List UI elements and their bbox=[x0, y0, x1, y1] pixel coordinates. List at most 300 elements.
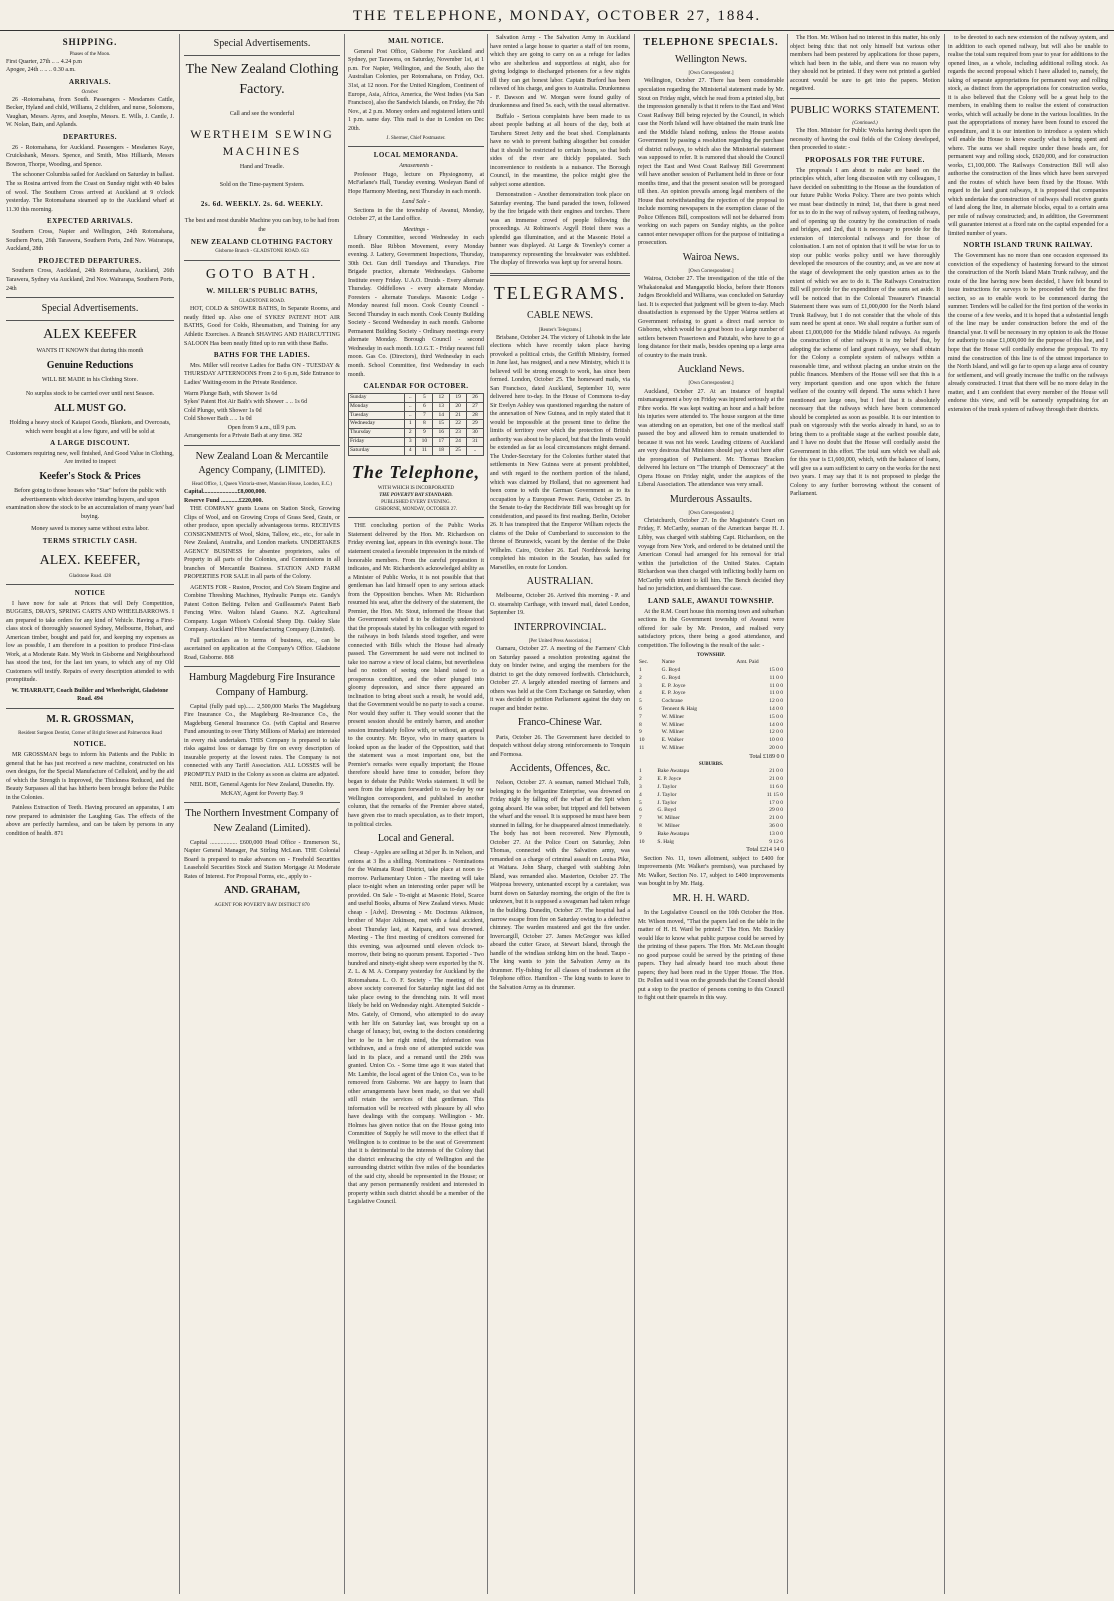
sale-row bbox=[638, 792, 784, 800]
sale-cell: 1 bbox=[639, 667, 642, 674]
wertheim-title: WERTHEIM SEWING MACHINES bbox=[190, 127, 334, 159]
sale-cell: S. Haig bbox=[657, 838, 674, 845]
auckland-heading: Auckland News. bbox=[677, 364, 745, 376]
baths-address: GLADSTONE ROAD. bbox=[238, 299, 286, 305]
sale-row bbox=[638, 745, 784, 753]
calendar-date: 27 bbox=[467, 402, 484, 411]
township-label: TOWNSHIP. bbox=[696, 653, 726, 659]
murderous-heading: Murderous Assaults. bbox=[669, 493, 753, 505]
grossman-text: MR GROSSMAN begs to inform his Patients and the Public in general that he has just received a new machine, constructed on his own designs, for the Special Manufacture of Celluloid, and by the aid of which the Strength is Improved, the Thickness Reduced, and the Beauty Surpasses all that has hitherto been brought before the Public in the Colonies. bbox=[6, 752, 174, 801]
sale-row bbox=[638, 722, 784, 730]
grossman-address: Resident Surgeon Dentist, Corner of Bright Street and Palmerston Road bbox=[18, 730, 162, 736]
calendar-date: 12 bbox=[433, 393, 450, 402]
divider bbox=[6, 320, 174, 321]
sale-row bbox=[638, 807, 784, 815]
keefer-line: Holding a heavy stock of Kaiapoi Goods, Blankets, and Overcoats, which were bought at a low figure, and will be sold at bbox=[9, 420, 171, 435]
sale-cell: J. Taylor bbox=[657, 791, 677, 798]
paper-published: PUBLISHED EVERY EVENING. bbox=[381, 500, 451, 506]
northern-title: The Northern Investment Company of New Zealand (Limited). bbox=[185, 808, 339, 834]
column-2 bbox=[184, 34, 340, 1594]
paper-standard: THE POVERTY BAY STANDARD. bbox=[379, 493, 453, 499]
keefer-address: Gladstone Road. 428 bbox=[68, 573, 112, 579]
cable-text: Brisbane, October 24. The victory of Lihotsk in the late elections which have recently taken place having provoked a political crisis, the Griffith Ministry, formed in June last, has resigned, and a new Ministry, which it is believed will be strong enough to work, has since been formed. London, October 25. The homeward mails, via San Francisco, dated Auckland, September 10, were delivered here to-day. In the House of Commons to-day Sir Evelyn Ashley was questioned regarding the nature of the annexation of New Guinea, and in reply stated that it would be impossible at the present time to define the limits of territory over which the protection of British authority was about to be placed, but that the limits would be extended as far as local circumstances might demand. The Under-Secretary for the Colonies further stated that settlements in New Guinea were at present prohibited, and with regard to the northern portion of the island, which was claimed by Holland, that no agreement had been come to with the German Government as to its occupation by a European Power. Paris, October 25. In the Senate to-day the Recidiviste Bill was brought up for consideration, and passed its first reading. Berlin, October 26. It has transpired that the Emperor William rejects the claims of the Duke of Cumberland to succession to the throne of Brunswick, vacant by the demise of the Duke Wilhelm. Cairo, October 26. Earl Northbrook having completed his mission in the Soudan, has sailed for Marseilles, en route for London. bbox=[490, 334, 630, 571]
sale-cell: 21 0 0 bbox=[769, 776, 783, 783]
calendar-day: Friday bbox=[349, 437, 405, 446]
township-table bbox=[638, 659, 784, 753]
sale-cell: W. Milner bbox=[657, 815, 680, 822]
accidents-text: Nelson, October 27. A seaman, named Michael Tulb, belonging to the brigantine Enterprise, was drowned on Friday night by falling off the wharf at the Spit when going aboard. He was sober, but tripped and fell between the wharf and the vessel. It is supposed he must have been stunned in falling, for he disappeared almost immediately. The body has not been recovered. New Plymouth, October 27. At the Police Court on Saturday, John Thomas, connected with the Salvation army, was remanded on a charge of criminal assault on Louisa Pike, at Waitara. John Sharp, charged with stabbing John Bland, was remanded also. Masterton, October 27. The Waipoua brewery, untenanted except by a caretaker, was burnt down on Saturday morning, the origin of the fire is unknown, but it is supposed a swagsman had taken refuge in the building. Dunedin, October 27. The hospital had a narrow escape from fire on Saturday owing to a defective chimney. The warden mustered and got the fire under. Invercargill, October 27. James McGregor was killed aboard the cutter Grace, at Stewart Island, through the handle of the windlass striking him on the head. Taupo - The king wants to join the Salvation Army as its drummer. Fly-fishing for all classes of tradesmen at the Telephone office. Hamilton - The king wants to leave to the Salvation Army as its drummer. bbox=[490, 780, 630, 991]
nit-text: The Government has no more than one occasion expressed its conviction of the expediency of hastening forward to the utmost the construction of the North Island Main Trunk railway, and the route of the line having now been decided, I have felt bound to issue instructions for surveys to be proceeded with for the first section, so as to enable work to be commenced during the summer. Tenders will be called for the first portion of the works in the course of a few weeks, and it is hoped that a substantial length of the line may be under construction before the end of the financial year. It will be necessary in my opinion to ask the House for authority to raise £1,000,000 for the purpose of this line, and I hope that the House will cordially endorse the proposal. To my mind the construction of this line is of the utmost importance to the North Island, and will go far to open up a large area of country for settlement, and will greatly increase the traffic on the railways already constructed. I trust that there will be no more delay in the matter, and I am confident that every member of the House will endorse this view, and will be earnestly sympathising for an extension of the trunk system of railway through their districts. bbox=[948, 253, 1108, 413]
column-rule bbox=[634, 34, 635, 1594]
land-sale-intro: At the R.M. Court house this morning town and suburban sections in the Government township of Awanui were offered for sale by Mr. Preston, and realised very satisfactory prices, there being a good attendance, and competition. The following is the result of the sale: - bbox=[638, 608, 784, 649]
baths-arrangements: Arrangements for a Private Bath at any time. 382 bbox=[184, 433, 303, 440]
sale-cell: 5 bbox=[639, 799, 642, 806]
sale-row bbox=[638, 675, 784, 683]
land-sale-text: Sections in the the township of Awanui, Monday, October 27, at the Land office. bbox=[348, 207, 484, 223]
sale-row bbox=[638, 690, 784, 698]
pws-intro: The Hon. Minister for Public Works having dwelt upon the necessity of having the coal fields of the Colony developed, then proceeded to state: - bbox=[790, 128, 940, 152]
calendar-date: 31 bbox=[467, 437, 484, 446]
projected-text: Southern Cross, Auckland, 24th Rotomahana, Auckland, 26th Tarawera, Sydney via Auckland, 2nd Nov. Wairarapa, Southern Ports, 24th bbox=[6, 268, 174, 292]
baths-heading: GOTO BATH. bbox=[205, 266, 319, 282]
calendar-date: .. bbox=[467, 446, 484, 455]
divider bbox=[6, 297, 174, 298]
calendar-date: 6 bbox=[416, 402, 433, 411]
wertheim-sub: Hand and Treadle. bbox=[239, 163, 285, 170]
amusements-text: Professor Hugo, lecture on Physiognomy, at McFarlane's Hall, Tuesday evening. Wesleyan Band of Hope Harmony Meeting, next Thursday in each month. bbox=[348, 171, 484, 195]
local-general-text: Cheap - Apples are selling at 3d per lb. in Nelson, and onions at 3 lbs a shilling. Nominations - Nominations for the Waimata Road District, take place at noon to-morrow. Parliamentary Union - The meeting will take place to-night when an interesting order paper will be provided. On Sale - To-night at Masonic Hotel, Scarce and useful Books, albums of New Zealand views. Music cheap - [Advt]. Drowning - Mr. Docimus Atkinson, brother of Major Atkinson, met with a fatal accident, about Thursday last, at Kaipara, and was drowned. Meeting - The first meeting of creditors convened for this evening, was adjourned until eleven o'clock to-morrow, their being no quorum present. Exported - Two hundred and ninety-eight sheep were exported by the N. Z. L. & M. A. Company yesterday for Auckland by the Rotomahana. L. O. F. Society - The meeting of the above society convened for Saturday night last did not take place owing to the drenching rain. It will most likely be held on Wednesday night. Attempted Suicide - Mrs. Gately, of Ormond, who attempted to do away with her life on Saturday last, was brought up on a charge of lunacy; but, owing to the doctors considering her to be in her right mind, the information was withdrawn, and a fresh one of attempted suicide was laid in its place, and a remand until the 29th was granted. Union Co. - Some time ago it was stated that Mr. Lambie, the local agent of the Union Co., was to be removed from Gisborne. We are happy to learn that other arrangements have been made, so that we shall still retain the services of that gentleman. This information will be received with pleasure by all who have dealings with the company. Wellington - Mr. Holmes has given notice that on the House going into Committee of Supply he will move to the effect that if Wellington is to continue to be the seat of Government that it is detrimental to the interests of the Colony that the district embracing the city of Wellington and the surrounding district within five miles of the boundaries of the said city, should be represented in the House; or that any person permanently resident and interested in property within such district should be a member of the Legislative Council. bbox=[348, 850, 484, 1206]
sale-row bbox=[638, 698, 784, 706]
interprovincial-heading: INTERPROVINCIAL. bbox=[513, 621, 607, 633]
calendar-day: Tuesday bbox=[349, 411, 405, 420]
calendar-day: Thursday bbox=[349, 429, 405, 438]
sale-cell: 21 0 0 bbox=[769, 768, 783, 775]
calendar-day: Monday bbox=[349, 402, 405, 411]
baths-text: HOT, COLD & SHOWER BATHS, In Separate Rooms, and neatly fitted up. Also one of SYKES' PATENT HOT AIR BATHS, Good for Colds, Rheumatism, and Training for any Athletic Exercises. A Branch SHAVING AND HAIRCUTTING SALOON Has been neatly fitted up to run with these Baths. bbox=[184, 306, 340, 347]
divider bbox=[348, 517, 484, 518]
sale-cell: 10 bbox=[639, 737, 645, 744]
sale-cell: 2 bbox=[639, 674, 642, 681]
sale-cell: E. P. Joyce bbox=[657, 776, 682, 783]
sale-cell: 9 bbox=[639, 729, 642, 736]
murderous-text: Christchurch, October 27. In the Magistrate's Court on Friday, F. McCarthy, seaman of the American barque H. J. Libby, was charged with stabbing Capt. Richardson, on the voyage from New York, and ordered to be detained until the American Consul had arranged for his removal for trial within the jurisdiction of the United States. Captain Richardson was then charged with inflicting bodily harm on McCarthy with intent to kill him. The Bench decided they had no jurisdiction, and dismissed the case. bbox=[638, 517, 784, 593]
editorial-text: THE concluding portion of the Public Works Statement delivered by the Hon. Mr. Richardson on Friday evening last, appears in this evening's issue. The statement created a favorable impression in the minds of honorable members. From the careful preparation it indicates, and Mr. Richardson's acknowledged ability as a Minister of Public Works, it is not possible that that gentleman has laid himself open to any serious attack from the Opposition benches. When Mr. Richardson resumed his seat, after the delivery of the statement, the Premier, the Hon. Mr. Stout, informed the House that the Government wished it to be distinctly understood that the proposals stated by his colleague with regard to the railways in both Islands stood together, and were connected with Bills which the House had already passed. The Government he said were not inclined to take too narrow a view of local claims, but nevertheless had no notion of seeing one Island raised to a prosperous condition, and the other plunged into gloomy depression, and since there appeared an inclination to bring about such a result, he would add, that the Government would be no party to such a course. Nor would they suffer it. They would sooner that the present session should be entirely barren, and another session immediately follow with, or without, an appeal to the country. Mr. Bryce, who in many quarters is looked upon as the leader of the Opposition, said that the statement was a most important one, but the Premier's remarks were equally important; the House therefore should have time to consider, before they began to debate the Public Works statement. It will be seen from the telegram forwarded to us to-day by our Wellington correspondent, and published in another column, that the remarks of the Premier above stated, have given rise to much speculation, as to their import, in political circles. bbox=[348, 523, 484, 828]
grossman-painless: Painless Extraction of Teeth. Having procured an apparatus, I am now prepared to administer the Laughing Gas. The effects of the above are perfectly harmless, and can be taken by persons in any condition of health. 871 bbox=[6, 805, 174, 837]
wairoa-heading: Wairoa News. bbox=[682, 251, 740, 263]
interprovincial-text: Oamaru, October 27. A meeting of the Farmers' Club on Saturday passed a resolution protesting against the duty on binder twine, and urging the members for the district to get the duty removed forthwith. Christchurch, October 27. A largely attended meeting of farmers and others was held at the Corn Exchange on Saturday, when it was decided to petition Parliament against the duty on reaper and binder twine. bbox=[490, 646, 630, 712]
keefer-line: Genuine Reductions bbox=[46, 359, 134, 371]
sale-cell: J. Taylor bbox=[657, 799, 677, 806]
wilson-text: The Hon. Mr. Wilson had no interest in this matter, his only object being this: that not only himself but various other members had been pestered by applications for those papers, which had been in the table, and there was no reason why they should not be printed. If they were not printed a garbled account would be sure to get into the papers. Motion negatived. bbox=[790, 35, 940, 93]
calendar-date: 30 bbox=[467, 429, 484, 438]
sale-cell: 4 bbox=[639, 791, 642, 798]
calendar-date: 24 bbox=[450, 437, 467, 446]
calendar-date: 22 bbox=[450, 420, 467, 429]
calendar-date: 8 bbox=[416, 420, 433, 429]
australian-text: Melbourne, October 26. Arrived this morning - P. and O. steamship Carthage, with inward mail, dated London, September 19. bbox=[490, 593, 630, 617]
calendar-date: 3 bbox=[405, 437, 416, 446]
franco-heading: Franco-Chinese War. bbox=[518, 717, 602, 729]
sale-cell: 7 bbox=[639, 815, 642, 822]
sale-cell: W. Milner bbox=[661, 713, 685, 720]
calendar-date: 28 bbox=[467, 411, 484, 420]
arrivals-heading: ARRIVALS. bbox=[69, 77, 111, 86]
calendar-date: 26 bbox=[467, 393, 484, 402]
keefer-line: WILL BE MADE in his Clothing Store. bbox=[42, 376, 138, 383]
column-1 bbox=[6, 34, 174, 1594]
pws-continuation: to be devoted to each new extension of the railway system, and in addition to each opened railway, but will also be unable to realise the total sum required from year to year for additions to the opened lines, as a whole, including additional rolling stock. As regards the second proposal which I have alluded to, namely, the taking of separate appropriations for permanent way and rolling stock, as distinct from the appropriations for construction works, it is also believed that the Colony will be a great help to the members, in enabling them to realise the extent of construction works, which will actually be done in the various localities. In the past the appropriations of money have been found to exceed the expenditure, and it is our intention to introduce a system which will enable the House to know exactly what is being spent and where. The sums we shall require under these heads are, for permanent way and rolling stock, £620,000, and for construction works, £1,100,000. The Railways Construction Bill will also authorise the construction of the lines which have been surveyed and the routes of which have been fixed by the House. With regard to the land grant railways, it is proposed that companies which undertake the construction of railways shall receive grants of land along the line, in alternate blocks, equal to a certain area per mile of railway constructed; and, in addition, the Government will guarantee interest at a fixed rate on the capital expended for a limited number of years. bbox=[948, 35, 1108, 237]
moon-line: First Quarter, 27th .. .. 4.24 p.m bbox=[6, 58, 82, 65]
sale-note: Section No. 11, town allotment, subject to £400 for improvements (Mr. Walker's premises), was purchased by Mr. Walker, Section No. 17, subject to £400 improvements was bought in by Mr. Haig. bbox=[638, 855, 784, 888]
salvation-text: Salvation Army - The Salvation Army in Auckland have rented a large house to quarter a staff of ten rooms, which they are going to carry on as a refuge for ladies who are shelterless and supportless at night, also for giving lodgings to discharged prisoners for a few nights till they can get honest labor. Captain Burford has been relieved of his charge, and goes to Australia. Drunkenness - F. Dawson and W. Morgan were found guilty of drunkenness and fined 5s. each, with the usual alternative. bbox=[490, 35, 630, 110]
bath-price: Sykes' Patent Hot Air Bath's with Shower .. .. 1s 6d bbox=[184, 399, 308, 406]
divider bbox=[6, 708, 174, 709]
sale-cell: Bake Awatapu bbox=[657, 830, 690, 837]
suburb-total: Total £214 14 0 bbox=[746, 847, 784, 854]
calendar-date: 1 bbox=[405, 420, 416, 429]
sale-cell: 1 bbox=[639, 768, 642, 775]
sale-cell: 14 0 0 bbox=[769, 721, 783, 728]
calendar-date: 16 bbox=[433, 429, 450, 438]
keefer-line: Customers requiring new, well finished, And Good Value in Clothing, Are invited to inspect bbox=[6, 450, 174, 466]
column-rule bbox=[344, 34, 345, 1594]
calendar-row bbox=[349, 402, 484, 411]
mail-sign: J. Shermer, Chief Postmaster. bbox=[386, 136, 446, 142]
specials-heading: TELEPHONE SPECIALS. bbox=[643, 37, 779, 48]
amusements-label: Amusements - bbox=[399, 163, 433, 170]
sale-cell: W. Milner bbox=[661, 744, 685, 751]
wairoa-text: Wairoa, October 27. The investigation of the title of the Whakaionakai and Mangapoiki blocks, before their Honors Judges Brookfield and Williams, was concluded on Saturday last. It is expected that judgment will be given to-day. Much dissatisfaction is expressed by the Upper Wairoa settlers at Government refusing to grant a direct mail service to Gisborne, which would be a great boon to a large number of settlers between Frasertown and Patutahi, who have to go a long distance for their mails, besides opening up a large area of country to the main trunk. bbox=[638, 276, 784, 359]
sale-cell: 14 0 0 bbox=[769, 706, 783, 712]
calendar-date: 9 bbox=[416, 429, 433, 438]
sale-row bbox=[638, 784, 784, 792]
sale-cell: 10 bbox=[639, 838, 645, 845]
special-ads-heading: Special Advertisements. bbox=[41, 303, 139, 315]
suburbs-label: SUBURBS. bbox=[698, 762, 724, 768]
demonstration-text: Demonstration - Another demonstration took place on Saturday evening. The band paraded the town, followed by the fire brigade with their engines and torches. There was an immense crowd of people following the proceedings. At Robinson's Argyll Hotel there was a splendid gas illumination, and at the Masonic Hotel a banner was displayed. At Large & Townley's corner a transparency representing the breakwater was exhibited. The display of fireworks was kept up for several hours. bbox=[490, 192, 630, 267]
interprovincial-sub: [Per United Press Association.] bbox=[528, 639, 592, 645]
sale-cell: Cochrane bbox=[661, 698, 683, 705]
sale-cell: G. Boyd bbox=[657, 807, 677, 814]
calendar-date: 14 bbox=[433, 411, 450, 420]
sale-row bbox=[638, 714, 784, 722]
cable-heading: CABLE NEWS. bbox=[526, 310, 594, 322]
own-correspondent: [Own Correspondent.] bbox=[688, 510, 734, 516]
keefer-line: Keefer's Stock & Prices bbox=[39, 471, 141, 482]
mail-heading: MAIL NOTICE. bbox=[388, 37, 444, 45]
sale-row bbox=[638, 768, 784, 776]
column-6 bbox=[790, 34, 940, 1594]
clothing-factory-title: The New Zealand Clothing Factory. bbox=[185, 62, 339, 98]
sale-row bbox=[638, 667, 784, 675]
divider bbox=[184, 55, 340, 56]
meetings-text: Library Committee, second Wednesday in each month. Blue Ribbon Movement, every Monday evening. J. Lattery, Government Inspections, Thursday, 30th Oct. Gun drill Tuesdays and Thursdays. Fire Brigade practice, alternate Wednesdays. Gisborne Institute every Friday. U.A.O. Druids - Every alternate Thursday. Oddfellows - every alternate Monday. Foresters - alternate Tuesdays. Masonic Lodge - Monday nearest full moon. Cook County Council - Second Thursday in each month. Cook County Building Society - Second Wednesday in each month. Gisborne Permanent Building Society - Ordinary meetings every alternate Monday. Borough Council - second Wednesday in each month. I.O.G.T. - Friday nearest full moon. Gas Co. (Directors), third Wednesday in each month. School Committee, first Wednesday in each month. bbox=[348, 235, 484, 378]
sale-cell: 11 0 0 bbox=[769, 674, 783, 681]
graham-name: AND. GRAHAM, bbox=[224, 885, 300, 897]
calendar-date: 17 bbox=[433, 437, 450, 446]
notice-text: I have now for sale at Prices that will Defy Competition, BUGGIES, DRAYS, SPRING CARTS AND WHEELBARROWS. I am prepared to take orders for any kind of Vehicle. Having a First-class stock of thoroughly seasoned Sydney, Melbourne, Hobart, and American timber, bought and paid for, and keeping my expenses as low as possible, I am therefore in a position to produce First-class Work, at a Moderate Rate. My Work in Gisborne and Neighbourhood has stood the test, for the last ten years, to which any of my Old Customers will testify. Repairs of every description attended to with promptitude. bbox=[6, 600, 174, 684]
tharratt-sign: W. THARRATT, Coach Builder and Wheelwright, Gladstone Road. 494 bbox=[11, 687, 169, 703]
calendar-date: 13 bbox=[433, 402, 450, 411]
sale-row bbox=[638, 815, 784, 823]
calendar-table bbox=[348, 393, 484, 456]
calendar-day: Saturday bbox=[349, 446, 405, 455]
mail-text: General Post Office, Gisborne For Auckland and Sydney, per Tarawera, on Saturday, November 1st, at 1 p.m. For Napier, Wellington, and the South, also the Australian Colonies, per Rotomahana, on Friday, Oct. 31st, at 12 noon. For the United Kingdom, Continent of Europe, Asia, Africa, America, the West Indies (via San Francisco), also the Sandwich Islands, on Friday, the 7th Nov., at 2 p.m. Money orders and registered letters until 1 p.m. same day. This mail is due in London on Dec 20th. bbox=[348, 48, 484, 132]
sale-cell: G. Boyd bbox=[661, 674, 681, 681]
sale-cell: Tennent & Haig bbox=[661, 706, 698, 712]
column-4 bbox=[490, 34, 630, 1594]
shipping-heading: SHIPPING. bbox=[62, 37, 118, 47]
keefer-line: Before going to those houses who "Star" before the public with advertisements which deceive intending buyers, and upon examination show the stock to be an accumulation of many years' bad buying. bbox=[6, 488, 174, 520]
calendar-date: 4 bbox=[405, 446, 416, 455]
wellington-heading: Wellington News. bbox=[675, 54, 747, 66]
calendar-date: .. bbox=[405, 411, 416, 420]
calendar-date: 21 bbox=[450, 411, 467, 420]
calendar-date: 29 bbox=[467, 420, 484, 429]
calendar-row bbox=[349, 420, 484, 429]
sale-cell: 3 bbox=[639, 682, 642, 689]
calendar-row bbox=[349, 446, 484, 455]
factory-branch: Gisborne Branch - GLADSTONE ROAD. 653 bbox=[215, 249, 309, 255]
township-total: Total £189 0 0 bbox=[749, 753, 784, 760]
sale-cell: 8 bbox=[639, 721, 642, 728]
calendar-date: 2 bbox=[405, 429, 416, 438]
sale-row bbox=[638, 839, 784, 847]
loan-text: THE COMPANY grants Loans on Station Stock, Growing Clips of Wool, and on Growing Crops of Grass Seed, Grain, or other produce, upon specially advantageous terms. RECEIVES CONSIGNMENTS of Wool, Skins, Tallow, etc., etc., for sale in New Zealand, Australia, and London markets. UNDERTAKES AGENCY BUSINESS for absentee proprietors, sales of Property in all parts of the Colonies, and Commissions in all branches of Mercantile Business. STATION AND FARM PROPERTIES FOR SALE in all parts of the Colony. bbox=[184, 506, 340, 581]
calendar-day: Wednesday bbox=[349, 420, 405, 429]
land-sale-label: Land Sale - bbox=[402, 199, 430, 206]
keefer-name: ALEX KEEFER bbox=[43, 327, 137, 343]
baths-name: W. MILLER'S PUBLIC BATHS, bbox=[206, 287, 318, 296]
franco-text: Paris, October 26. The Government have decided to despatch without delay strong reinforcements to Tonquin and Formosa. bbox=[490, 734, 630, 758]
own-correspondent: [Own Correspondent.] bbox=[688, 381, 734, 387]
suburbs-table bbox=[638, 768, 784, 846]
departures-heading: DEPARTURES. bbox=[63, 132, 117, 141]
paper-incorporated: WITH WHICH IS INCORPORATED bbox=[377, 486, 455, 492]
column-rule bbox=[787, 34, 788, 1594]
own-correspondent: [Own Correspondent.] bbox=[688, 71, 734, 77]
sale-row bbox=[638, 737, 784, 745]
sale-cell: 11 15 0 bbox=[766, 791, 783, 798]
ward-text: In the Legislative Council on the 10th October the Hon. Mr. Wilson moved, "That the papers laid on the table in the matter of H. H. Ward be printed." The Hon. Mr. Buckley would like to know what public purpose could be served by the printing of these papers. The Hon. Mr. McLean thought no good purpose could be served by the printing of these papers. They had already heard too much about these papers; they had been read in the Upper House. The Hon. Dr. Pollen said it was on the grounds that the Council should put a stop to the practice of persons coming to this Council to fight out their quarrels in this way. bbox=[638, 910, 784, 1002]
loan-reserve: Reserve Fund ............£220,000. bbox=[184, 497, 263, 504]
sale-cell: 10 0 0 bbox=[769, 737, 783, 744]
keefer-line: Money saved is money same without extra labor. bbox=[31, 526, 149, 533]
departures-text: 26 - Rotomahana, for Auckland. Passengers - Mesdames Kaye, Cruickshank, Messrs. Spence, and Smith, Miss Hilliards, Messrs Bowron, Thorpe, Wooding, and Spence. bbox=[6, 144, 174, 168]
sale-cell: 15 0 0 bbox=[769, 667, 783, 674]
calendar-row bbox=[349, 411, 484, 420]
loan-office: Head Office, 1, Queen Victoria-street, Mansion House, London, E.C.) bbox=[192, 481, 332, 487]
baths-open: Open from 9 a.m., till 9 p.m. bbox=[227, 424, 297, 431]
sale-cell: 11 6 0 bbox=[769, 783, 783, 790]
local-memoranda-heading: LOCAL MEMORANDA. bbox=[373, 151, 459, 160]
best-machine: The best and most durable Machine you can buy, to be had from the bbox=[184, 218, 340, 233]
calendar-date: .. bbox=[405, 393, 416, 402]
auckland-text: Auckland, October 27. At an instance of hospital mismanagement a boy on Friday was injured seriously at the Fibre works. He was kept waiting an hour and a half before his injuries were attended to. The house surgeon at the time was attending on an operation, but one of the medical staff passed the boy and allowed him to remain unattended to because it was not his week. Leading citizens of Auckland are very desirous that Ministers should pay a visit here after the prorogation of Parliament. Mr. Thomas Bracken delivered his lecture on "The triumph of Democracy" at the Opera House on Friday night, under the auspices of the Liberal Association. The attendance was very small. bbox=[638, 388, 784, 489]
sale-cell: 6 bbox=[639, 807, 642, 814]
keefer-line: WANTS IT KNOWN that during this month bbox=[36, 348, 144, 355]
sale-cell: 11 0 0 bbox=[769, 682, 783, 689]
loan-capital: Capital.......................£8,000,000. bbox=[184, 489, 267, 496]
clothing-call: Call and see the wonderful bbox=[229, 110, 295, 117]
pws-continued: (Continued.) bbox=[852, 121, 878, 127]
calendar-date: 7 bbox=[416, 411, 433, 420]
expected-heading: EXPECTED ARRIVALS. bbox=[47, 217, 133, 226]
loan-particulars: Full particulars as to terms of business, etc., can be ascertained on application at the Company's Office. Gladstone Road, Gisborne. 868 bbox=[184, 637, 340, 661]
arrivals-month: October. bbox=[81, 89, 99, 95]
sale-cell: W. Milner bbox=[661, 721, 685, 728]
divider bbox=[184, 666, 340, 667]
loan-agents: AGENTS FOR - Ruston, Proctor, and Co's Steam Engine and Combine Threshing Machines, Hydraulic Pumps etc. Gandy's Patent Cotton Belting. Felten and Guilleaume's Patent Barb Fencing Wire. Walton Island Guano. N.Z. Agricultural Company. Logan Wilson's Colonial Sheep Dip. Oakley Slate Company. Auckland Fibre Manufacturing Company (Limited). bbox=[184, 584, 340, 634]
sale-row bbox=[638, 729, 784, 737]
sale-cell: 4 bbox=[639, 690, 642, 697]
sale-cell: 17 0 0 bbox=[769, 799, 783, 806]
moon-heading: Phases of the Moon. bbox=[69, 51, 111, 57]
calendar-day: Sunday bbox=[349, 393, 405, 402]
buffalo-text: Buffalo - Serious complaints have been made to us about people bathing at all hours of the day, both at Taruheru Street Jetty and the boat shed. Complainants have no wish to prevent bathing altogether but consider that it should be restricted to certain hours, so that both sides of the river are thickly populated. Such inconvenience to residents is a nuisance. The Borough Council, in the meantime, the police might give the subject some attention. bbox=[490, 113, 630, 188]
ladies-heading: BATHS FOR THE LADIES. bbox=[213, 351, 311, 360]
expected-text: Southern Cross, Napier and Wellington, 24th Rotomahana, Southern Ports, 26th Tarawera, Southern Ports, 2nd Nov. Wairarapa, Auckland, 28th bbox=[6, 228, 174, 253]
sale-cell: 15 0 0 bbox=[769, 713, 783, 720]
column-rule bbox=[944, 34, 945, 1594]
divider bbox=[184, 802, 340, 803]
calendar-date: 19 bbox=[450, 393, 467, 402]
sale-row bbox=[638, 800, 784, 808]
sale-row bbox=[638, 831, 784, 839]
sale-cell: 11 0 0 bbox=[769, 690, 783, 697]
keefer-line: No surplus stock to be carried over until next Season. bbox=[25, 391, 155, 398]
grossman-notice: NOTICE. bbox=[73, 740, 107, 749]
sale-col-header: Name bbox=[661, 659, 675, 666]
ladies-text: Mrs. Miller will receive Ladies for Baths ON - TUESDAY & THURSDAY AFTERNOONS From 2 to 6 p.m, Side Entrance to Ladies' Waiting-room in the Private Residence. bbox=[184, 362, 340, 386]
keefer-line: ALL MUST GO. bbox=[54, 402, 126, 414]
sale-cell: 36 0 0 bbox=[769, 822, 783, 829]
reuter-label: [Reuter's Telegrams.] bbox=[538, 327, 582, 333]
sale-cell: 2 bbox=[639, 776, 642, 783]
calendar-row bbox=[349, 393, 484, 402]
proposals-text: The proposals I am about to make are based on the principles which, after long discussion with my colleagues, I have decided on submitting to the House as the foundation of our future Public Works Policy. There are two points which we must bear distinctly in mind; 1st, that there is great need for us to do in the way of railway system, of feeding railways, and of opening up the country by the construction of roads and bridges, and 2nd, that it is necessary to provide for the extension of intercolonial railways and for those of colonisation. I am not of opinion that it will be wise for us to stop our public works policy until we have thoroughly developed the resources of the country; and, as we are now at the stage of development the only question arises as to the extent of which we are to do it. The Railways Construction Bill will provide for the expenditure of the sums set aside. It will be noticed that in the Colonial Treasurer's Financial Statement there was sum of £1,000,000 for the North Island Trunk Railway, but I do not consider that the whole of this sum need be spent at once. We shall require a further sum of about £1,000,000 for the Middle Island railways. As regards the construction of other railways it is my belief that, by adopting the scheme of land grant railways, we shall obtain for the Colony a complete system of railways within a reasonable time, and without placing an undue strain on the public finances. Members of the House will see that this is a very important question and one upon which the future welfare of the country will depend. The sums which I have mentioned are large ones, but I feel that it is absolutely necessary that the railways which have been commenced should be completed as soon as possible. It is our intention to push on vigorously with the works already in hand, so as to bring them to a profitable stage at the earliest possible date, and I have no doubt that the House will cordially assist the Government in this effort. The total sum which we shall ask for this year is £1,600,000, which, with the balance of loans, will give us a sum sufficient to carry on the works for the next two years. I may say that it is not proposed to pledge the Colony to any further borrowing without the consent of Parliament. bbox=[790, 167, 940, 498]
accidents-heading: Accidents, Offences, &c. bbox=[509, 763, 611, 775]
calendar-date: 20 bbox=[450, 402, 467, 411]
own-correspondent: [Own Correspondent.] bbox=[688, 268, 734, 274]
wellington-text: Wellington, October 27. There has been considerable speculation regarding the Ministerial statement made by Mr. Stout on Friday night, which he read from a printed slip, but the impression generally is that it refers to the East and West Coast Railway Bill being rejected by the Council, in which case the North Island will have obtained the main trunk line and the Middle Island nothing, unless the House assists Government by passing a resolution regarding the purchase of district railways, to which also the Ministerial statement was supposed to refer. It is rumored that should the Council reject the East and West Coast Railway Bill Government will have another session of Parliament held in three or four months time, and that the present session will be prorogued till then. An opinion prevails among legal members of the House that notwithstanding the rejection of the proposal to include morning newspapers in the exemption clause of the Police Offences Bill, compositors will not be debarred from working on such papers on Sunday nights, as the police cannot enter newspaper offices for the purpose of initiating a prosecution. bbox=[638, 78, 784, 247]
calendar-date: 5 bbox=[416, 393, 433, 402]
local-general-heading: Local and General. bbox=[377, 833, 455, 845]
sale-cell: G. Boyd bbox=[661, 667, 681, 674]
pws-heading: PUBLIC WORKS STATEMENT. bbox=[790, 103, 940, 116]
divider bbox=[490, 273, 630, 276]
grossman-name: M. R. GROSSMAN, bbox=[46, 713, 134, 725]
arrivals-text: 26 -Rotomahana, from South. Passengers - Mesdames Cattle, Becker, Hyland and child, Williams, 2 children, and nurse, Solomons, Vaughan, Messrs. Ayres, and Josephs, Messrs. E. Wills, J. Cantle, J. W. Nolan, Bain, and Aplands. bbox=[6, 96, 174, 129]
meetings-label: Meetings - bbox=[403, 226, 429, 233]
northern-text: Capital .................. £600,000 Head Office - Emmerson St., Napier General Manager, Pat Stirling McLean. THE Colonial Board is prepared to make advances on - Freehold Securities Leasehold Securities Stock and Station Mortgage At Moderate Rates of Interest. For Proposal Forms, etc., apply to - bbox=[184, 839, 340, 880]
column-7 bbox=[948, 34, 1108, 1594]
sale-cell: W. Milner bbox=[657, 822, 680, 829]
divider bbox=[184, 445, 340, 446]
column-rule bbox=[487, 34, 488, 1594]
hamburg-title: Hamburg Magdeburg Fire Insurance Company of Hamburg. bbox=[189, 672, 335, 698]
sale-cell: W. Milner bbox=[661, 729, 685, 736]
bath-price: Cold Shower Bath .. .. 1s 0d bbox=[184, 416, 252, 423]
shipping-notes: The schooner Columbia sailed for Auckland on Saturday in ballast. The ss Rosina arrived from the Coast on Sunday night with 40 bales of wool. The Southern Cross arrived at Auckland at 9 o'clock yesterday. The Rotomahana steamed up to the Auckland wharf at 11.30 this morning. bbox=[6, 172, 174, 213]
proposals-heading: PROPOSALS FOR THE FUTURE. bbox=[805, 155, 925, 164]
sale-col-header: Amt. Paid bbox=[736, 659, 759, 666]
calendar-date: .. bbox=[405, 402, 416, 411]
sale-cell: 6 bbox=[639, 706, 642, 712]
sale-cell: 9 bbox=[639, 830, 642, 837]
sale-row bbox=[638, 776, 784, 784]
bath-price: Cold Plunge, with Shower 1s 0d bbox=[184, 407, 262, 414]
sale-cell: E. P. Joyce bbox=[661, 690, 686, 697]
calendar-heading: CALENDAR FOR OCTOBER. bbox=[363, 382, 469, 391]
graham-sub: AGENT FOR POVERTY BAY DISTRICT 870 bbox=[214, 902, 310, 908]
divider bbox=[6, 584, 174, 585]
calendar-row bbox=[349, 437, 484, 446]
sale-cell: J. Taylor bbox=[657, 783, 677, 790]
hamburg-text: Capital (fully paid up)...... 2,500,000 Marks The Magdeburg Fire Insurance Co., the Magdeburg Re-Insurance Co., the Magdeburg General Insurance Co. (with Capital and Reserve Fund amounting to over Thirty Millions of Marks) are interested in every risk undertaken. THIS Company is prepared to take risks against loss or damage by fire on every description of insurable property at the lowest rates. The Company is not connected with any Tariff Association. ALL LOSSES will be PROMPTLY PAID in the Colony as soon as claims are adjusted. bbox=[184, 703, 340, 778]
calendar-date: 11 bbox=[416, 446, 433, 455]
sale-cell: 12 0 0 bbox=[769, 729, 783, 736]
time-payment: Sold on the Time-payment System. bbox=[219, 182, 305, 189]
sale-cell: 21 0 0 bbox=[769, 815, 783, 822]
moon-line: Apogee, 24th .. .. .. 0.30 a.m. bbox=[6, 67, 76, 74]
divider bbox=[348, 146, 484, 147]
factory-name: NEW ZEALAND CLOTHING FACTORY bbox=[190, 237, 334, 246]
sale-cell: 9 12 6 bbox=[769, 838, 783, 845]
sale-cell: E. Walker bbox=[661, 737, 684, 744]
sale-cell: 7 bbox=[639, 713, 642, 720]
column-rule bbox=[179, 34, 180, 1594]
sale-row bbox=[638, 706, 784, 714]
keefer-line: A LARGE DISCOUNT. bbox=[50, 439, 130, 448]
column-3 bbox=[348, 34, 484, 1594]
land-sale-heading: LAND SALE, AWANUI TOWNSHIP. bbox=[648, 596, 774, 605]
sale-cell: 3 bbox=[639, 783, 642, 790]
sale-cell: 12 0 0 bbox=[769, 698, 783, 705]
keefer-line: TERMS STRICTLY CASH. bbox=[42, 536, 138, 545]
australian-heading: AUSTRALIAN. bbox=[526, 576, 594, 588]
calendar-date: 23 bbox=[450, 429, 467, 438]
ward-heading: MR. H. H. WARD. bbox=[672, 892, 750, 904]
sale-cell: 29 0 0 bbox=[769, 807, 783, 814]
divider bbox=[790, 98, 940, 99]
keefer-signature: ALEX. KEEFER, bbox=[39, 552, 141, 568]
calendar-row bbox=[349, 429, 484, 438]
nit-heading: NORTH ISLAND TRUNK RAILWAY. bbox=[963, 241, 1093, 250]
sale-col-header: Sec. bbox=[639, 659, 649, 666]
bath-price: Warm Plunge Bath, with Shower 1s 6d bbox=[184, 390, 278, 397]
calendar-date: 10 bbox=[416, 437, 433, 446]
masthead-title: THE TELEPHONE, MONDAY, OCTOBER 27, 1884. bbox=[0, 2, 1114, 31]
loan-title: New Zealand Loan & Mercantile Agency Company, (LIMITED). bbox=[195, 450, 329, 476]
sale-row bbox=[638, 683, 784, 691]
sale-cell: 5 bbox=[639, 698, 642, 705]
sale-cell: 20 0 0 bbox=[769, 744, 783, 751]
calendar-date: 18 bbox=[433, 446, 450, 455]
paper-name: The Telephone, bbox=[351, 461, 481, 482]
sale-row bbox=[638, 823, 784, 831]
column-5 bbox=[638, 34, 784, 1594]
projected-heading: PROJECTED DEPARTURES. bbox=[38, 256, 142, 265]
sale-cell: E. P. Joyce bbox=[661, 682, 686, 689]
sale-cell: 8 bbox=[639, 822, 642, 829]
telegrams-heading: TELEGRAMS. bbox=[493, 282, 627, 303]
weekly-price: 2s. 6d. WEEKLY. 2s. 6d. WEEKLY. bbox=[200, 199, 324, 208]
notice-heading: NOTICE bbox=[74, 588, 106, 597]
calendar-date: 15 bbox=[433, 420, 450, 429]
sale-cell: 13 0 0 bbox=[769, 830, 783, 837]
calendar-date: 25 bbox=[450, 446, 467, 455]
